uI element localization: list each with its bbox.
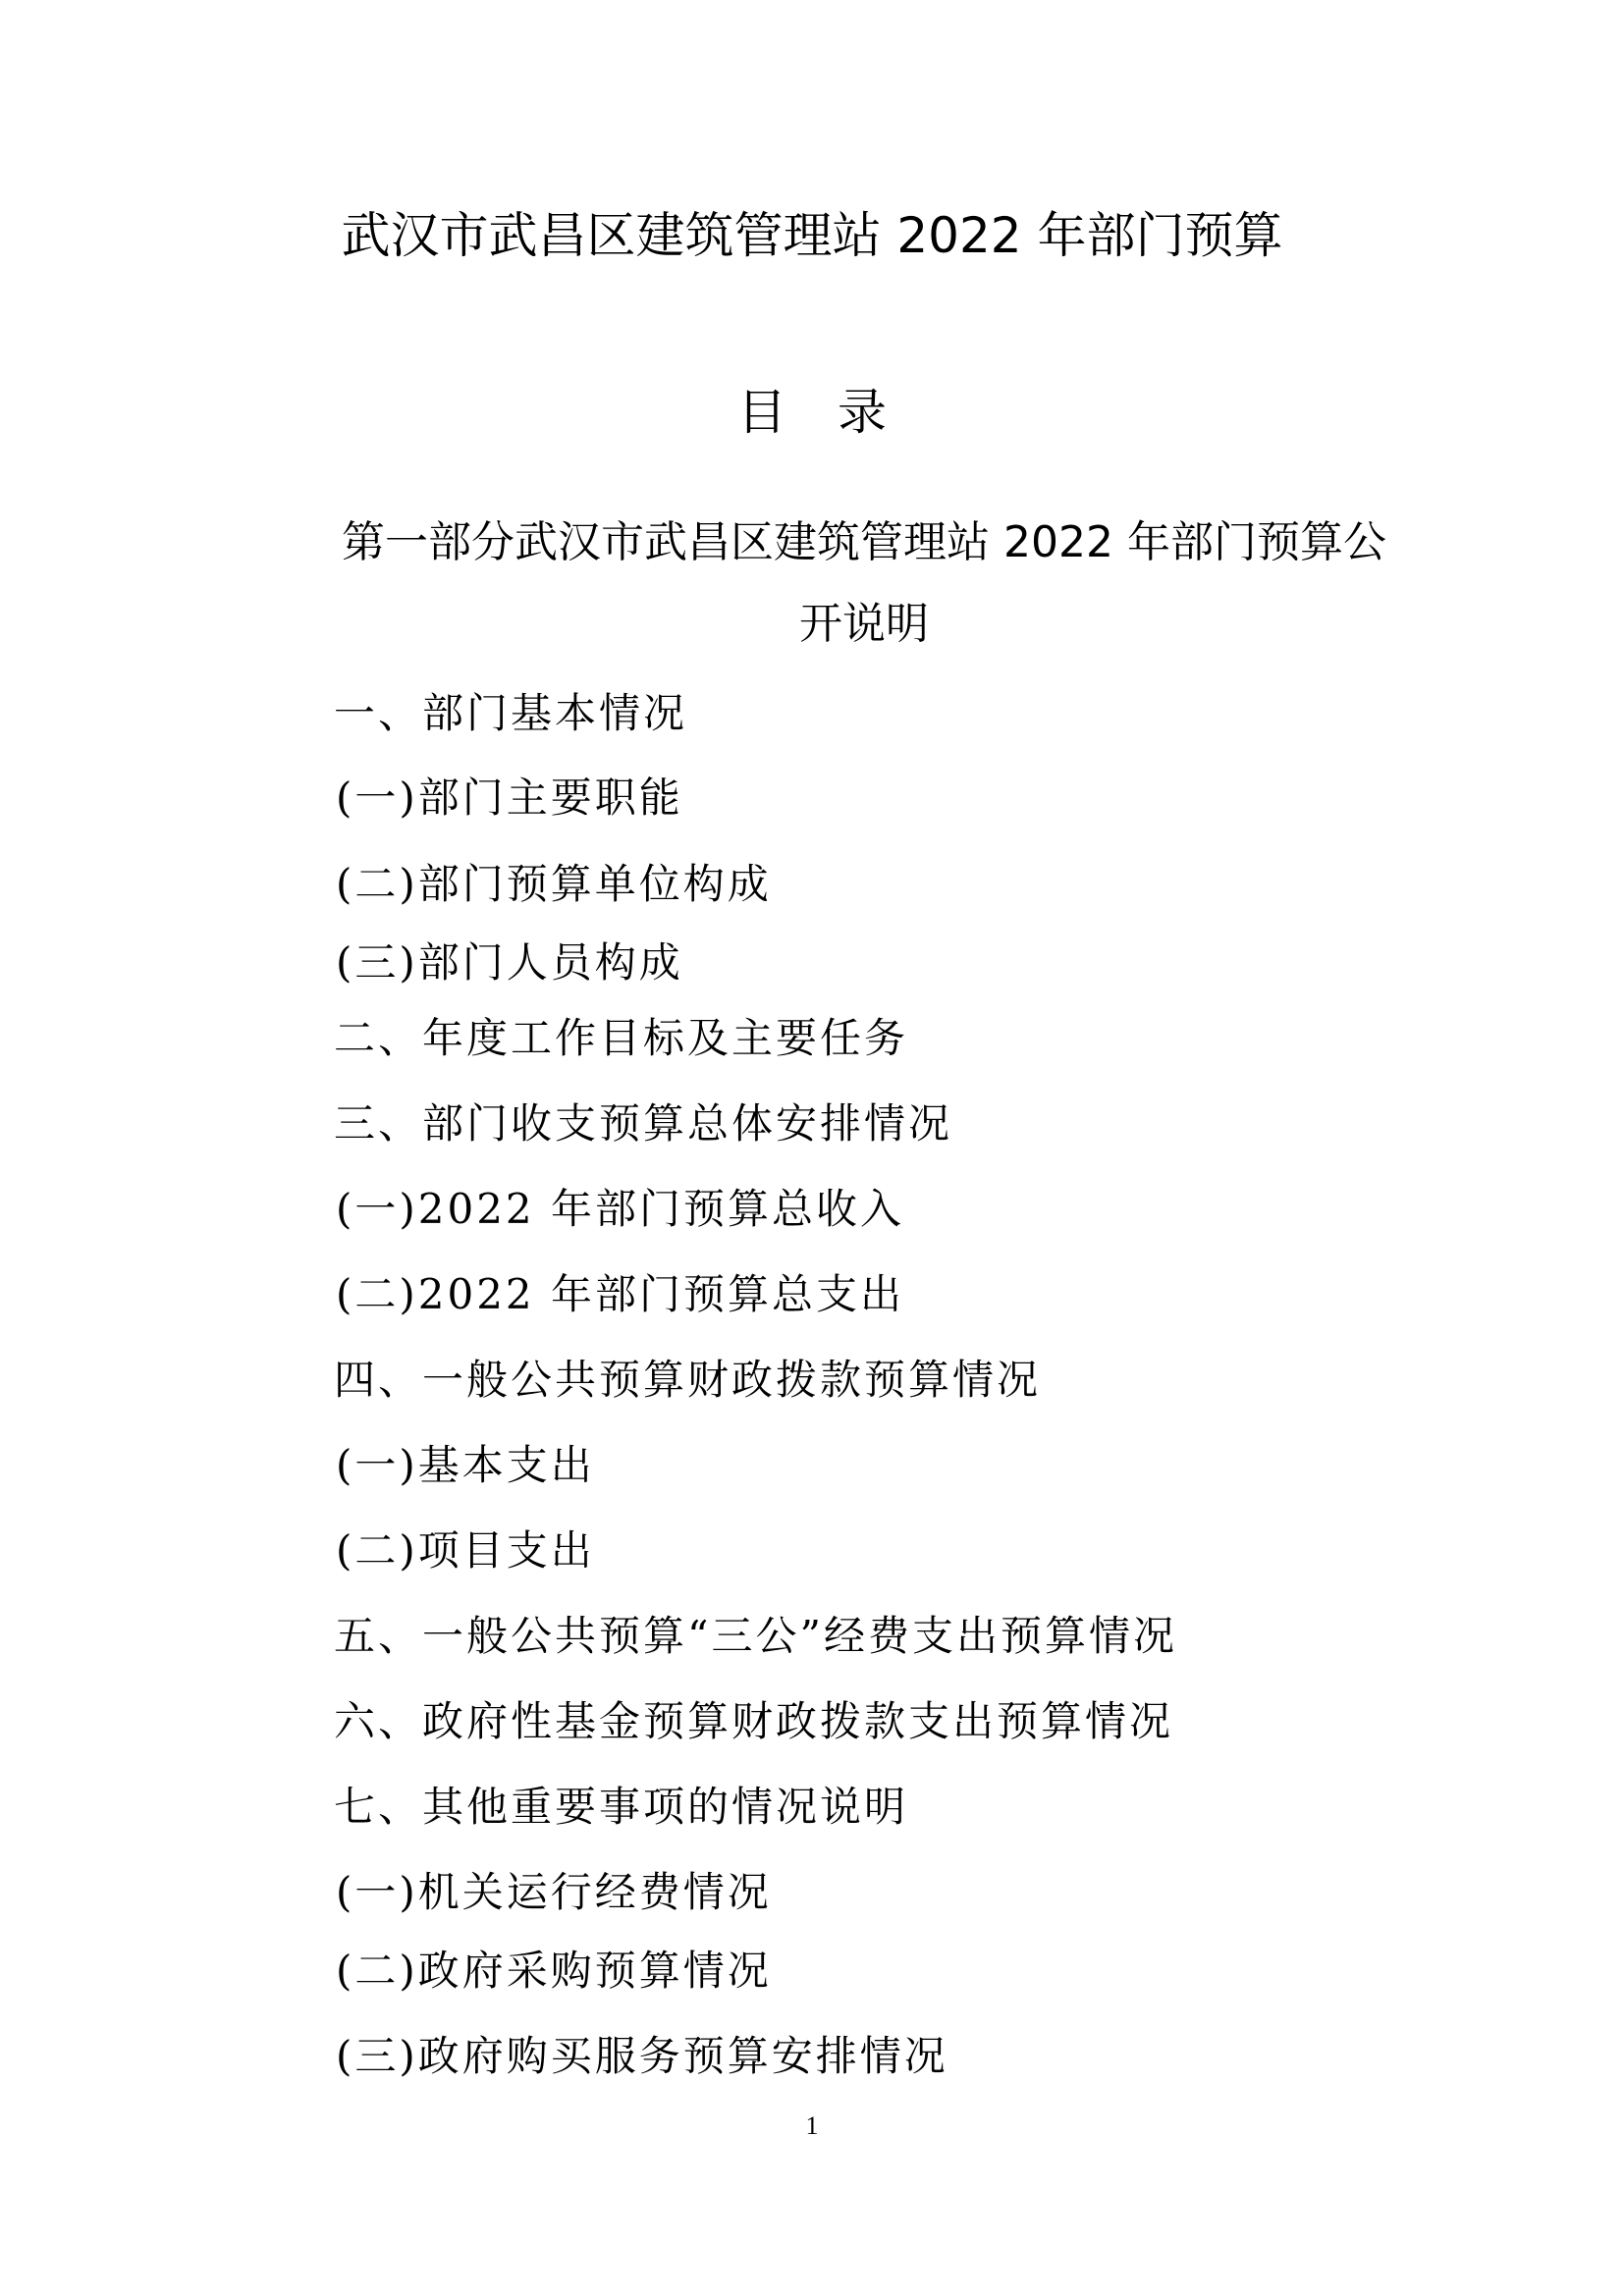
page-number: 1 [805,2111,819,2140]
toc-item-personnel-composition: (三)部门人员构成 [336,938,683,987]
toc-item-government-fund-budget: 六、政府性基金预算财政拨款支出预算情况 [334,1697,1174,1745]
part-one-title-line1: 第一部分武汉市武昌区建筑管理站 2022 年部门预算公 [342,517,1386,567]
toc-item-main-functions: (一)部门主要职能 [336,774,683,822]
toc-item-overall-budget: 三、部门收支预算总体安排情况 [334,1099,953,1148]
toc-item-department-basic-info: 一、部门基本情况 [334,689,688,737]
toc-item-general-public-budget: 四、一般公共预算财政拨款预算情况 [334,1356,1042,1404]
toc-item-total-expenditure: (二)2022 年部门预算总支出 [336,1270,905,1318]
toc-item-procurement-budget: (二)政府采购预算情况 [336,1947,772,1995]
toc-heading: 目 录 [737,384,887,441]
toc-item-budget-unit-composition: (二)部门预算单位构成 [336,860,772,908]
toc-item-basic-expenditure: (一)基本支出 [336,1441,595,1489]
part-one-title-line2: 开说明 [799,599,929,649]
toc-item-project-expenditure: (二)项目支出 [336,1526,595,1575]
toc-item-three-public-expenses: 五、一般公共预算“三公”经费支出预算情况 [334,1612,1177,1660]
document-title: 武汉市武昌区建筑管理站 2022 年部门预算 [341,207,1283,264]
toc-item-total-revenue: (一)2022 年部门预算总收入 [336,1185,905,1233]
toc-item-annual-goals: 二、年度工作目标及主要任务 [334,1014,909,1062]
toc-item-other-matters: 七、其他重要事项的情况说明 [334,1783,909,1831]
toc-item-purchase-services: (三)政府购买服务预算安排情况 [336,2032,948,2080]
toc-item-operating-expenses: (一)机关运行经费情况 [336,1868,772,1916]
